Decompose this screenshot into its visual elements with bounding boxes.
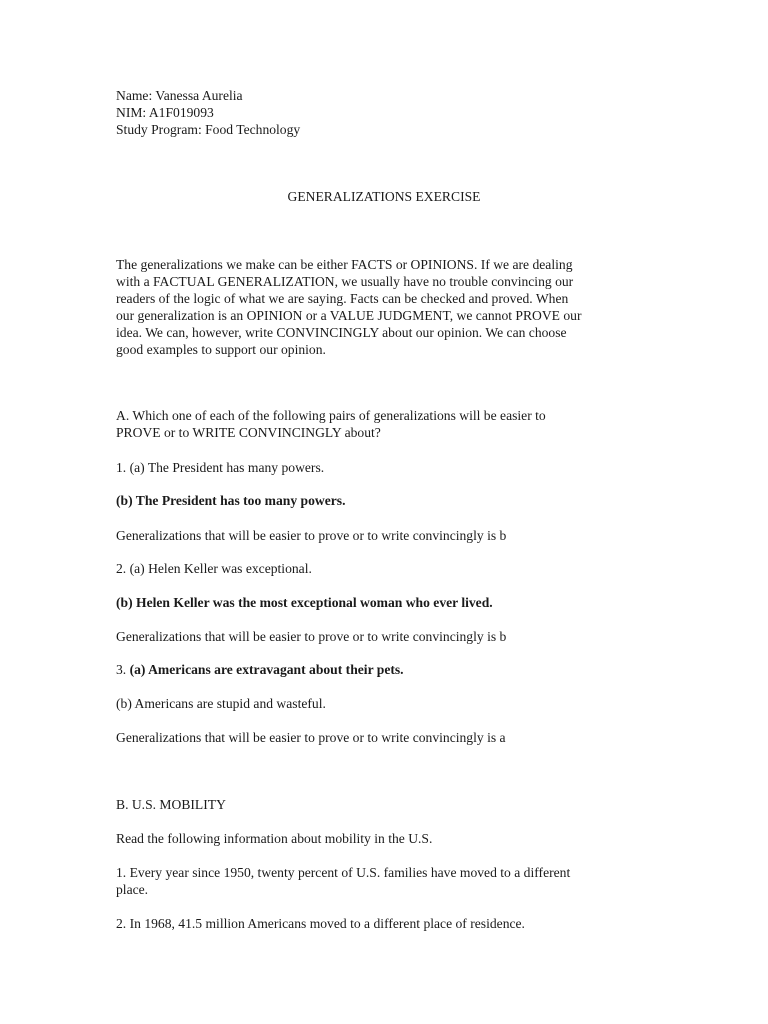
item-2-option-a: 2. (a) Helen Keller was exceptional. xyxy=(116,561,312,576)
item-1-option-b: (b) The President has too many powers. xyxy=(116,493,346,508)
item-1-option-a: 1. (a) The President has many powers. xyxy=(116,460,325,475)
intro-line: readers of the logic of what we are saying. Facts can be checked and proved. When xyxy=(116,291,569,306)
study-program: Study Program: Food Technology xyxy=(116,122,301,137)
section-b-heading: B. U.S. MOBILITY xyxy=(116,797,226,812)
intro-line: our generalization is an OPINION or a VALUE JUDGMENT, we cannot PROVE our xyxy=(116,308,582,323)
section-b-lead: Read the following information about mobility in the U.S. xyxy=(116,831,433,846)
document-title: GENERALIZATIONS EXERCISE xyxy=(287,189,481,204)
intro-line: with a FACTUAL GENERALIZATION, we usually have no trouble convincing our xyxy=(116,274,574,289)
item-3-option-a-line xyxy=(116,662,404,679)
item-1-answer: Generalizations that will be easier to prove or to write convincingly is b xyxy=(116,528,507,543)
section-b-fact-2: 2. In 1968, 41.5 million Americans moved to a different place of residence. xyxy=(116,916,525,931)
item-3-option-a: (a) Americans are extravagant about their pets. xyxy=(129,662,404,677)
intro-line: good examples to support our opinion. xyxy=(116,342,326,357)
student-name: Name: Vanessa Aurelia xyxy=(116,88,243,103)
item-2-option-b: (b) Helen Keller was the most exceptional woman who ever lived. xyxy=(116,595,493,610)
intro-line: idea. We can, however, write CONVINCINGLY about our opinion. We can choose xyxy=(116,325,567,340)
section-a-question: PROVE or to WRITE CONVINCINGLY about? xyxy=(116,425,381,440)
section-a-question: A. Which one of each of the following pairs of generalizations will be easier to xyxy=(116,408,546,423)
item-3-number: 3. xyxy=(116,662,130,677)
intro-line: The generalizations we make can be either FACTS or OPINIONS. If we are dealing xyxy=(116,257,573,272)
item-3-answer: Generalizations that will be easier to prove or to write convincingly is a xyxy=(116,730,506,745)
student-nim: NIM: A1F019093 xyxy=(116,105,214,120)
section-b-fact-1: 1. Every year since 1950, twenty percent of U.S. families have moved to a different xyxy=(116,865,571,880)
section-b-fact-1-cont: place. xyxy=(116,882,149,897)
item-2-answer: Generalizations that will be easier to prove or to write convincingly is b xyxy=(116,629,507,644)
item-3-option-b: (b) Americans are stupid and wasteful. xyxy=(116,696,326,711)
